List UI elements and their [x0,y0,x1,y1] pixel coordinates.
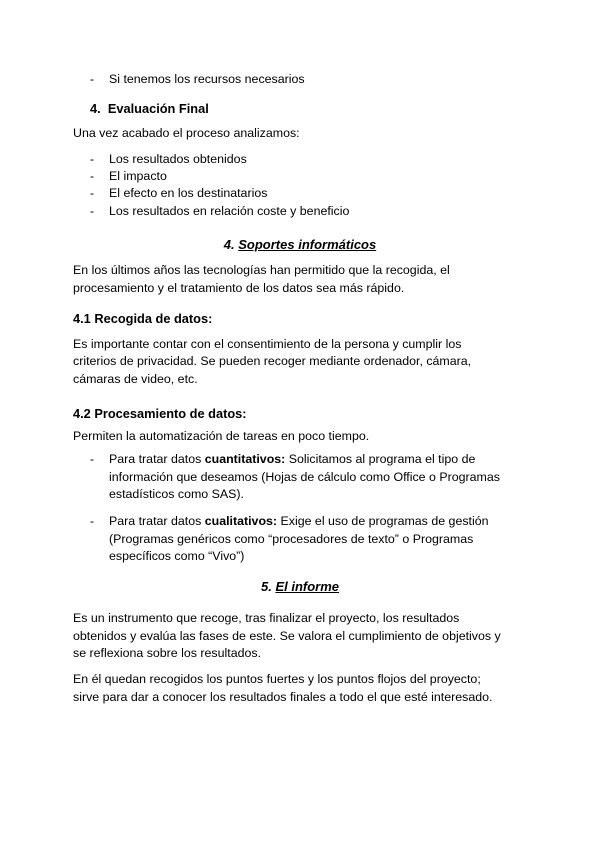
section-heading-evaluacion [90,100,209,117]
bold-term: cualitativos: [204,514,278,528]
list-item-line: específicos como “Vivo”) [109,549,245,563]
list-dash: - [90,204,95,218]
list-item: El efecto en los destinatarios [109,186,268,200]
list-item-line: información que deseamos (Hojas de cálculo como Office o Programas [109,470,500,484]
heading-number: 4. [90,101,101,116]
heading-text: Soportes informáticos [238,237,377,252]
paragraph-line: procesamiento y el tratamiento de los datos sea más rápido. [73,281,405,295]
paragraph-line: se reflexiona sobre los resultados. [73,646,262,660]
list-dash: - [90,514,95,528]
text: Exige el uso de programas de gestión [277,514,489,528]
bold-term: cuantitativos: [204,452,286,466]
subsection-heading-procesamiento: 4.2 Procesamiento de datos: [73,406,247,421]
list-dash: - [90,169,95,183]
paragraph-line: Es un instrumento que recoge, tras finalizar el proyecto, los resultados [73,611,460,625]
paragraph: Una vez acabado el proceso analizamos: [73,126,300,140]
list-item: El impacto [109,169,167,183]
paragraph-line: obtenidos y evalúa las fases de este. Se valora el cumplimiento de objetivos y [73,629,501,643]
list-item-line [109,451,475,468]
paragraph-line: Es importante contar con el consentimiento de la persona y cumplir los [73,337,462,351]
paragraph-line: criterios de privacidad. Se pueden recoger mediante ordenador, cámara, [73,354,472,368]
list-item: Los resultados en relación coste y beneficio [109,204,350,218]
paragraph-line: cámaras de video, etc. [73,372,198,386]
list-item-line: estadísticos como SAS). [109,487,244,501]
heading-text: Evaluación Final [107,101,209,116]
list-dash: - [90,152,95,166]
heading-number: 4. [223,237,235,252]
list-item: Si tenemos los recursos necesarios [109,72,305,86]
heading-number: 5. [260,579,272,594]
list-dash: - [90,72,95,86]
paragraph-line: En él quedan recogidos los puntos fuertes y los puntos flojos del proyecto; [73,672,481,686]
subsection-heading-recogida: 4.1 Recogida de datos: [73,311,213,326]
paragraph-line: sirve para dar a conocer los resultados finales a todo el que esté interesado. [73,690,493,704]
paragraph: Permiten la automatización de tareas en poco tiempo. [73,429,370,443]
list-dash: - [90,186,95,200]
list-item-line [109,513,489,530]
text: Para tratar datos [109,452,205,466]
text: Para tratar datos [109,514,205,528]
list-item: Los resultados obtenidos [109,152,247,166]
list-dash: - [90,452,95,466]
section-heading-informe [0,578,600,596]
text: Solicitamos al programa el tipo de [285,452,476,466]
paragraph-line: En los últimos años las tecnologías han permitido que la recogida, el [73,263,450,277]
list-item-line: (Programas genéricos como “procesadores de texto” o Programas [109,532,474,546]
heading-text: El informe [275,579,340,594]
section-heading-soportes [0,236,600,254]
